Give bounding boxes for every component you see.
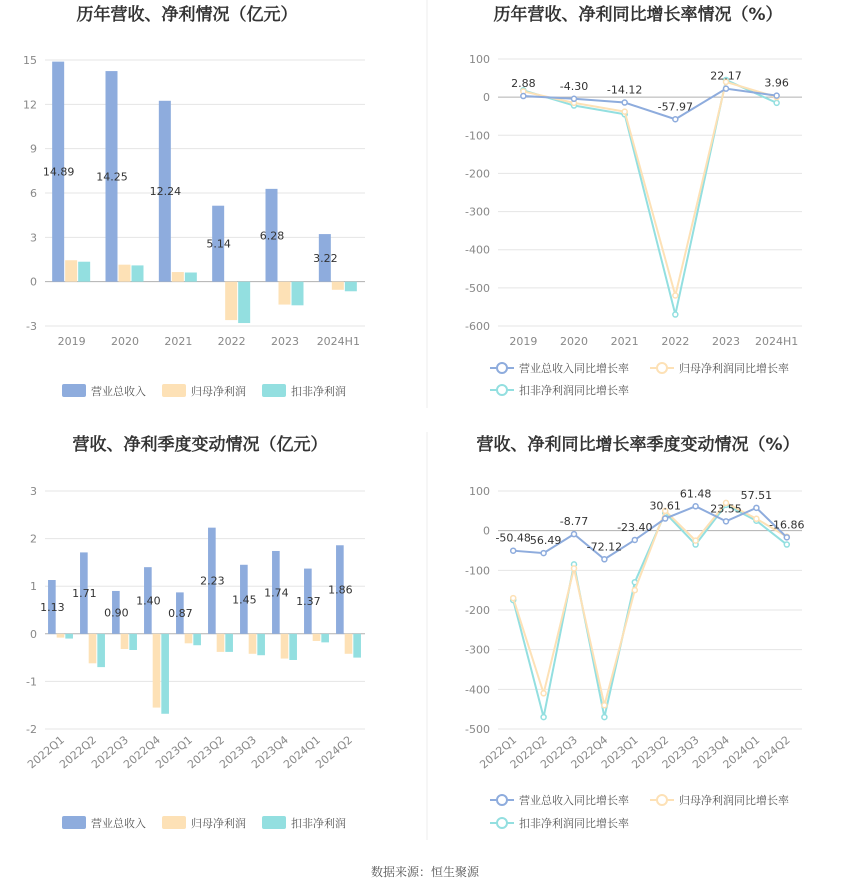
chart-title: 营收、净利季度变动情况（亿元） (72, 435, 328, 455)
bar-deducted-profit (65, 634, 73, 639)
x-tick-label: 2019 (57, 335, 86, 348)
bar-deducted-profit (292, 282, 304, 306)
bar-net-profit (57, 634, 65, 638)
y-tick-label: -200 (465, 167, 490, 181)
series-point-0 (693, 504, 698, 509)
legend-label: 归母净利润 (191, 817, 246, 830)
series-point-2 (673, 312, 678, 317)
legend-swatch (162, 384, 186, 397)
bar-net-profit (332, 282, 344, 290)
y-tick-label: 100 (469, 485, 490, 498)
series-point-0 (673, 117, 678, 122)
bar-deducted-profit (225, 634, 233, 652)
series-point-0 (541, 551, 546, 556)
data-label: -16.86 (769, 518, 805, 532)
chart-title: 历年营收、净利情况（亿元） (76, 5, 298, 25)
data-label: 1.86 (328, 583, 353, 597)
data-label: -50.48 (495, 531, 531, 545)
bar-deducted-profit (78, 262, 90, 282)
x-tick-label: 2022Q4 (121, 733, 163, 772)
data-label: -57.97 (657, 100, 694, 114)
legend-label: 营业总收入同比增长率 (519, 362, 629, 375)
series-point-0 (511, 548, 516, 553)
legend-swatch (162, 816, 186, 829)
y-tick-label: -400 (465, 243, 490, 257)
bar-net-profit (313, 634, 321, 641)
data-source: 数据来源：恒生聚源 (370, 865, 480, 879)
bar-deducted-profit (193, 634, 201, 645)
legend-label: 扣非净利润同比增长率 (519, 817, 629, 830)
bar-net-profit (279, 282, 291, 305)
legend-marker (497, 795, 507, 805)
legend-label: 营业总收入同比增长率 (519, 794, 629, 807)
y-tick-label: -500 (465, 281, 490, 295)
legend-swatch (262, 816, 286, 829)
data-label: 14.25 (96, 170, 128, 184)
x-tick-label: 2023 (712, 335, 740, 348)
x-tick-label: 2022 (217, 335, 246, 348)
series-point-0 (784, 535, 789, 540)
data-label: -23.40 (617, 520, 653, 534)
legend-marker (497, 363, 507, 373)
x-tick-label: 2023Q1 (153, 733, 195, 772)
series-line-1 (523, 79, 776, 296)
data-label: 22.17 (710, 69, 742, 83)
series-point-0 (572, 96, 577, 101)
data-label: 61.48 (679, 487, 712, 501)
data-label: 3.96 (764, 76, 789, 90)
bar-net-profit (65, 260, 77, 281)
bar-deducted-profit (353, 634, 361, 658)
series-point-2 (602, 715, 607, 720)
series-line-2 (523, 80, 776, 315)
legend-label: 归母净利润同比增长率 (679, 362, 789, 375)
bar-net-profit (185, 634, 193, 644)
y-tick-label: 1 (30, 580, 37, 594)
y-tick-label: 2 (30, 532, 37, 546)
chart-title: 营收、净利同比增长率季度变动情况（%） (476, 435, 800, 455)
x-tick-label: 2020 (560, 335, 588, 348)
series-point-2 (541, 715, 546, 720)
x-tick-label: 2020 (111, 335, 139, 348)
data-label: 14.89 (42, 165, 75, 179)
series-point-1 (541, 691, 546, 696)
legend-swatch (62, 384, 86, 397)
x-tick-label: 2024H1 (316, 335, 360, 348)
data-label: 0.87 (168, 607, 193, 621)
bar-deducted-profit (345, 282, 357, 292)
x-tick-label: 2022Q1 (25, 733, 67, 772)
y-tick-label: 0 (483, 524, 490, 538)
bar-net-profit (153, 634, 161, 708)
legend-marker (497, 818, 507, 828)
series-point-1 (754, 516, 759, 521)
x-tick-label: 2023Q4 (249, 733, 291, 772)
legend-label: 扣非净利润同比增长率 (519, 384, 629, 397)
bar-deducted-profit (129, 634, 137, 650)
legend-label: 营业总收入 (91, 817, 146, 830)
series-point-0 (724, 86, 729, 91)
x-tick-label: 2023 (271, 335, 299, 348)
legend-label: 营业总收入 (91, 385, 146, 398)
series-point-0 (724, 519, 729, 524)
y-tick-label: 12 (23, 98, 37, 112)
legend-marker (497, 385, 507, 395)
bar-net-profit (217, 634, 225, 652)
y-tick-label: 6 (30, 187, 37, 200)
series-point-1 (602, 703, 607, 708)
series-point-1 (693, 538, 698, 543)
bar-net-profit (281, 634, 289, 659)
bar-net-profit (345, 634, 353, 654)
legend-swatch (62, 816, 86, 829)
y-tick-label: -600 (465, 320, 490, 333)
x-tick-label: 2023Q3 (217, 733, 259, 772)
bar-deducted-profit (257, 634, 265, 655)
bar-net-profit (119, 265, 131, 282)
bar-deducted-profit (289, 634, 297, 660)
data-label: 1.74 (264, 586, 289, 600)
series-point-2 (784, 542, 789, 547)
y-tick-label: 3 (30, 231, 37, 245)
chart-annual-growth-rate (465, 4, 802, 397)
y-tick-label: 15 (23, 54, 37, 67)
bar-deducted-profit (132, 265, 144, 281)
chart-quarterly-growth-rate (465, 434, 805, 830)
x-tick-label: 2022Q3 (538, 733, 580, 772)
data-label: -8.77 (559, 515, 589, 529)
legend-marker (657, 795, 667, 805)
data-label: 5.14 (206, 237, 231, 251)
bar-deducted-profit (161, 634, 169, 714)
series-point-0 (602, 557, 607, 562)
bar-net-profit (172, 272, 184, 282)
series-point-1 (622, 109, 627, 114)
data-label: -72.12 (586, 540, 623, 554)
series-point-0 (521, 94, 526, 99)
bar-net-profit (121, 634, 129, 649)
y-tick-label: -2 (26, 723, 37, 736)
x-tick-label: 2022Q2 (57, 733, 99, 772)
data-label: 1.45 (232, 593, 257, 607)
data-label: 23.55 (710, 502, 742, 516)
y-tick-label: -500 (465, 723, 490, 736)
x-tick-label: 2019 (509, 335, 538, 348)
x-tick-label: 2024Q2 (750, 733, 793, 772)
bar-deducted-profit (185, 273, 197, 282)
legend-marker (657, 363, 667, 373)
data-label: 3.22 (313, 251, 338, 265)
data-label: 1.40 (136, 594, 161, 608)
y-tick-label: 0 (30, 275, 37, 289)
data-label: 1.71 (72, 587, 97, 601)
x-tick-label: 2023Q3 (659, 733, 702, 772)
data-label: 12.24 (149, 185, 182, 199)
data-label: -4.30 (559, 79, 589, 93)
series-point-0 (663, 516, 668, 521)
legend-label: 扣非净利润 (291, 817, 346, 830)
series-point-0 (632, 537, 637, 542)
bar-net-profit (249, 634, 257, 654)
data-label: 6.28 (259, 229, 285, 243)
y-tick-label: -400 (465, 683, 490, 697)
y-tick-label: -200 (465, 604, 490, 617)
bar-net-profit (89, 634, 97, 664)
legend-label: 扣非净利润 (291, 385, 346, 398)
legend-swatch (262, 384, 286, 397)
y-tick-label: -300 (465, 643, 490, 657)
y-tick-label: 100 (469, 53, 490, 66)
data-label: 0.90 (104, 606, 129, 620)
y-tick-label: -100 (465, 564, 490, 578)
x-tick-label: 2024Q1 (281, 733, 323, 772)
chart-quarterly-revenue-profit (25, 434, 365, 830)
data-label: 2.88 (511, 77, 536, 91)
series-point-0 (754, 505, 759, 510)
data-label: 2.23 (200, 574, 225, 588)
data-label: -14.12 (606, 83, 643, 97)
x-tick-label: 2022Q4 (568, 733, 611, 772)
bar-deducted-profit (321, 634, 329, 643)
y-tick-label: -100 (465, 129, 490, 143)
x-tick-label: 2024H1 (755, 335, 799, 348)
x-tick-label: 2023Q2 (185, 733, 227, 772)
series-point-1 (673, 293, 678, 298)
y-tick-label: 3 (30, 485, 37, 498)
x-tick-label: 2022 (661, 335, 690, 348)
x-tick-label: 2023Q1 (598, 733, 641, 772)
series-point-0 (774, 93, 779, 98)
series-point-0 (622, 100, 627, 105)
data-label: 57.51 (740, 488, 773, 502)
bar-deducted-profit (97, 634, 105, 667)
x-tick-label: 2024Q2 (313, 733, 355, 772)
x-tick-label: 2021 (164, 335, 193, 348)
legend-label: 归母净利润 (191, 385, 246, 398)
series-point-1 (511, 596, 516, 601)
y-tick-label: -1 (26, 675, 37, 689)
y-tick-label: 9 (30, 142, 37, 156)
x-tick-label: 2023Q2 (629, 733, 672, 772)
series-point-1 (632, 588, 637, 593)
legend-label: 归母净利润同比增长率 (679, 794, 789, 807)
series-point-0 (572, 532, 577, 537)
x-tick-label: 2023Q4 (690, 733, 732, 772)
data-label: 30.61 (649, 499, 681, 513)
series-line-0 (523, 89, 776, 120)
x-tick-label: 2022Q1 (477, 733, 520, 772)
y-tick-label: -3 (26, 320, 37, 333)
bar-deducted-profit (238, 282, 250, 323)
y-tick-label: 0 (483, 91, 490, 105)
chart-annual-revenue-profit (23, 4, 365, 398)
data-label: 1.13 (40, 600, 65, 614)
x-tick-label: 2022Q3 (89, 733, 131, 772)
x-tick-label: 2022Q2 (507, 733, 550, 772)
bar-net-profit (225, 282, 237, 320)
chart-title: 历年营收、净利同比增长率情况（%） (493, 5, 783, 25)
series-point-1 (572, 566, 577, 571)
data-label: 1.37 (296, 595, 321, 609)
x-tick-label: 2024Q1 (720, 733, 763, 772)
x-tick-label: 2021 (610, 335, 639, 348)
y-tick-label: -300 (465, 205, 490, 219)
data-label: -56.49 (525, 534, 562, 548)
series-point-2 (774, 100, 779, 105)
y-tick-label: 0 (30, 627, 37, 641)
